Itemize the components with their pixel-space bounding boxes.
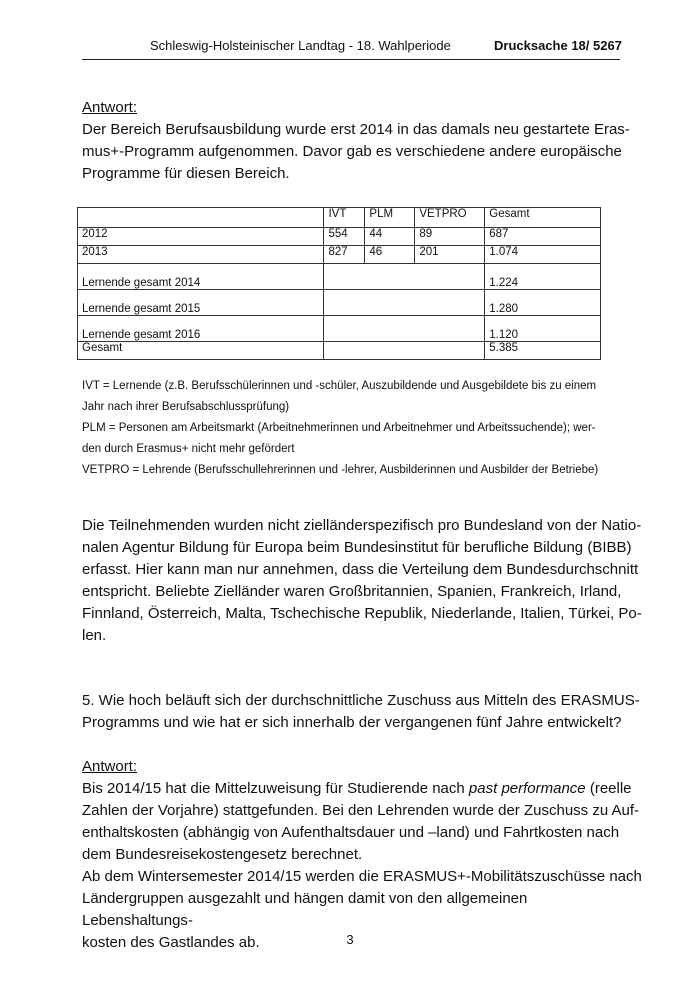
table-summary-row	[78, 264, 601, 290]
answer-text: Bis 2014/15 hat die Mittelzuweisung für Studierende nach	[82, 780, 469, 797]
legend-line: Jahr nach ihrer Berufsabschlussprüfung)	[82, 401, 290, 413]
paragraph-line: erfasst. Hier kann man nur annehmen, dass die Verteilung dem Bundesdurchschnitt	[82, 561, 639, 578]
table-cell: 46	[365, 246, 415, 264]
answer-text: (reelle	[585, 780, 632, 797]
answer-line: Zahlen der Vorjahre) stattgefunden. Bei den Lehrenden wurde der Zuschuss zu Auf-	[82, 802, 640, 819]
table-header-cell	[78, 208, 324, 228]
table-cell: 2013	[78, 246, 324, 264]
table-header-cell: IVT	[324, 208, 365, 228]
table-header-row	[78, 208, 601, 228]
table-total-row	[78, 342, 601, 360]
legend-line: den durch Erasmus+ nicht mehr gefördert	[82, 443, 295, 455]
answer-line: Programme für diesen Bereich.	[82, 165, 290, 182]
table-summary-row	[78, 290, 601, 316]
table-cell: 89	[415, 228, 485, 246]
header-title: Schleswig-Holsteinischer Landtag - 18. Wahlperiode	[150, 38, 451, 53]
answer-2	[82, 756, 642, 954]
legend-line: VETPRO = Lehrende (Berufsschullehrerinnen und -lehrer, Ausbilderinnen und Ausbilder der Betriebe)	[82, 464, 599, 476]
table-summary-row	[78, 316, 601, 342]
table-cell: Lernende gesamt 2016	[78, 316, 324, 342]
table-cell: 1.280	[485, 290, 601, 316]
question-line: Programms und wie hat er sich innerhalb der vergangenen fünf Jahre entwickelt?	[82, 714, 622, 731]
participants-table	[77, 207, 601, 360]
answer-line: dem Bundesreisekostengesetz berechnet.	[82, 846, 363, 863]
table-cell: Lernende gesamt 2015	[78, 290, 324, 316]
answer-1	[82, 97, 642, 185]
header-divider	[82, 59, 620, 60]
table-row	[78, 246, 601, 264]
table-legend	[82, 376, 622, 481]
table-cell: Gesamt	[78, 342, 324, 360]
table-header-cell: VETPRO	[415, 208, 485, 228]
question-line: 5. Wie hoch beläuft sich der durchschnittliche Zuschuss aus Mitteln des ERASMUS-	[82, 692, 640, 709]
table-empty-cell	[324, 290, 485, 316]
table-cell: 5.385	[485, 342, 601, 360]
paragraph-line: len.	[82, 627, 107, 644]
answer-line: Ländergruppen ausgezahlt und hängen damit von den allgemeinen Lebenshaltungs-	[82, 890, 528, 929]
table-cell: 1.224	[485, 264, 601, 290]
legend-line: PLM = Personen am Arbeitsmarkt (Arbeitnehmerinnen und Arbeitnehmer und Arbeitssuchende); wer-	[82, 422, 596, 434]
document-number: Drucksache 18/ 5267	[494, 38, 622, 53]
table-empty-cell	[324, 316, 485, 342]
question-5	[82, 690, 642, 734]
table-cell: 554	[324, 228, 365, 246]
table-cell: 2012	[78, 228, 324, 246]
legend-line: IVT = Lernende (z.B. Berufsschülerinnen und -schüler, Auszubildende und Ausgebildete bis zu einem	[82, 380, 597, 392]
paragraph-line: entspricht. Beliebte Zielländer waren Großbritannien, Spanien, Frankreich, Irland,	[82, 583, 622, 600]
answer-label: Antwort:	[82, 758, 138, 775]
answer-line: kosten des Gastlandes ab.	[82, 934, 260, 951]
paragraph-line: Die Teilnehmenden wurden nicht zielländerspezifisch pro Bundesland von der Natio-	[82, 517, 642, 534]
paragraph-line: nalen Agentur Bildung für Europa beim Bundesinstitut für berufliche Bildung (BIBB)	[82, 539, 632, 556]
table-cell: 44	[365, 228, 415, 246]
answer-label: Antwort:	[82, 99, 138, 116]
table-header-cell: PLM	[365, 208, 415, 228]
paragraph-line: Finnland, Österreich, Malta, Tschechische Republik, Niederlande, Italien, Türkei, Po-	[82, 605, 642, 622]
answer-line: enthaltskosten (abhängig von Aufenthaltsdauer und –land) und Fahrtkosten nach	[82, 824, 620, 841]
answer-line: Der Bereich Berufsausbildung wurde erst 2014 in das damals neu gestartete Eras-	[82, 121, 630, 138]
answer-line	[82, 778, 642, 800]
table-empty-cell	[324, 264, 485, 290]
answer-italic-term: past performance	[468, 780, 586, 797]
table-cell: 1.120	[485, 316, 601, 342]
table-header-cell: Gesamt	[485, 208, 601, 228]
paragraph-destinations	[82, 515, 642, 647]
table-row	[78, 228, 601, 246]
table-cell: 827	[324, 246, 365, 264]
table-cell: 1.074	[485, 246, 601, 264]
answer-line: Ab dem Wintersemester 2014/15 werden die ERASMUS+-Mobilitätszuschüsse nach	[82, 868, 642, 885]
table-cell: Lernende gesamt 2014	[78, 264, 324, 290]
page-number: 3	[346, 932, 354, 947]
answer-line: mus+-Programm aufgenommen. Davor gab es verschiedene andere europäische	[82, 143, 622, 160]
table-cell: 201	[415, 246, 485, 264]
table-empty-cell	[324, 342, 485, 360]
table-cell: 687	[485, 228, 601, 246]
